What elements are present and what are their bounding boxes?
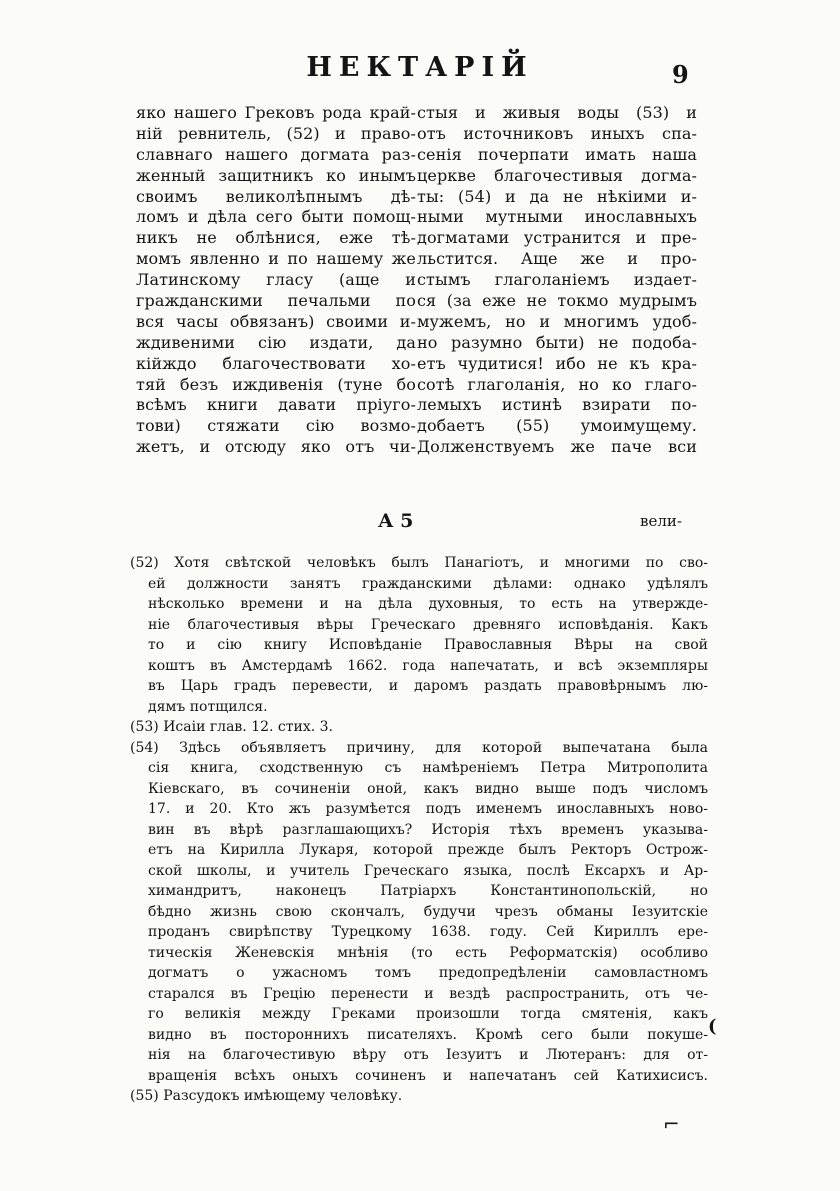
footnote-line-9: (53) Исаіи глав. 12. стих. 3. [130,719,333,735]
left-column-line-2: ній ревнитель, (52) и право- [136,123,416,143]
right-column-line-2: отъ источниковъ иныхъ спа- [417,123,697,143]
right-column-line-13: етъ чудитися! ибо не къ кра- [417,353,697,373]
left-column-line-4: женный защитникъ ко инымъ [136,165,416,185]
right-column-line-6: ными мутными инославныхъ [417,207,697,227]
left-column-line-10: гражданскими печальми по [136,291,416,311]
left-column-line-12: ждивеними сію издати, да [136,332,416,352]
main-text-left-column [136,103,416,523]
footnotes [130,553,708,1107]
footnote-line-18: бѣдно жизнь свою скончалъ, будучи чрезъ обманы Іезуитскіе [148,903,708,920]
footnote-line-20: тическія Женевскія мнѣнія (то есть Реформатскія) особливо [148,944,708,961]
left-column-line-8: момъ явленно и по нашему же [136,249,416,269]
footnote-line-15: етъ на Кирилла Лукаря, которой прежде былъ Ректоръ Острож- [148,842,708,858]
left-column-line-6: ломъ и дѣла сего быти помощ- [136,207,416,227]
right-column-line-1: стыя и живыя воды (53) и [417,103,697,122]
footnote-line-22: старался въ Грецію перенести и вездѣ распространить, отъ че- [148,985,708,1002]
right-column-line-11: мужемъ, но и многимъ удоб- [417,311,697,331]
left-column-line-11: вся часы обвязанъ) своими и- [136,311,416,331]
footnote-line-3: нѣсколько времени и на дѣла духовныя, то есть на утвержде- [148,596,708,612]
right-column-line-8: льстится. Аще же и про- [417,249,697,269]
footnote-line-5: то и сію книгу Исповѣданіе Православныя Вѣры на свой [148,637,708,653]
footnote-line-11: сія книга, сходственную съ намѣреніемъ Петра Митрополита [148,760,708,776]
running-title: НЕКТАРІЙ [306,52,534,83]
right-column-line-3: сенія почерпати имать наша [417,144,697,164]
left-column-line-16: тови) стяжати сію возмо- [136,416,416,436]
right-column-line-16: добаетъ (55) умоимущему. [417,416,697,436]
footnote-line-24: видно въ постороннихъ писателяхъ. Кромѣ сего были покуше- [148,1026,708,1043]
footnote-line-26: вращенія всѣхъ оныхъ сочиненъ и напечатанъ сей Катихисисъ. [148,1067,708,1084]
footnote-line-12: Кіевскаго, въ сочиненіи оной, какъ видно выше подъ числомъ [148,780,708,797]
footnote-line-10: (54) Здѣсь объявляетъ причину, для которой выпечатана была [130,739,708,756]
footnote-line-6: коштъ въ Амстердамѣ 1662. года напечатать, и всѣ экземпляры [148,657,708,674]
left-column-line-5: своимъ великолѣпнымъ дѣ- [136,186,416,206]
footnote-line-13: 17. и 20. Кто жъ разумѣется подъ именемъ инославныхъ ново- [148,801,708,817]
right-column-line-9: стымъ глаголаніемъ издает- [417,270,697,290]
page-number: 9 [672,60,689,89]
left-column-line-7: никъ не облѣнися, еже тѣ- [136,228,416,248]
footnote-line-7: въ Царь градъ перевести, и даромъ раздать правовѣрнымъ лю- [148,678,708,694]
footnote-line-25: нія на благочестивую вѣру отъ Іезуитъ и Лютеранъ: для от- [148,1047,708,1063]
footnote-line-2: ей должности занятъ гражданскими дѣлами: однако удѣлялъ [148,575,708,592]
main-text-right-column [417,103,697,523]
footnote-line-8: дямъ потщился. [148,698,268,715]
footnote-line-17: химандритъ, наконецъ Патріархъ Константинопольскій, но [148,883,708,899]
footnote-line-4: ніе благочестивыя вѣры Греческаго древняго исповѣданія. Какъ [148,616,708,633]
right-column-line-5: ты: (54) и да не нѣкіими и- [417,186,697,206]
left-column-line-13: кійждо благочествовати хо- [136,353,416,373]
right-column-line-7: догматами устранится и пре- [417,228,697,248]
footnote-line-14: вин въ вѣрѣ разглашающихъ? Исторія тѣхъ временъ указыва- [148,821,708,838]
footnote-line-21: догматъ о ужасномъ томъ предопредѣленіи самовластномъ [148,965,708,981]
left-column-line-14: тяй безъ иждивенія (туне бо [136,374,416,394]
footnote-line-1: (52) Хотя свѣтской человѣкъ былъ Панагіотъ, и многими по сво- [130,555,708,571]
footnote-line-27: (55) Разсудокъ имѣющему человѣку. [130,1088,403,1104]
right-column-line-15: лемыхъ истинѣ взирати по- [417,395,697,415]
footnote-line-19: проданъ свирѣпству Турецкому 1638. году. Сей Кириллъ ере- [148,924,708,940]
footnote-line-16: ской школы, и учитель Греческаго языка, послѣ Ексархъ и Ар- [148,862,708,879]
scan-artifact-mark: ⌐ [663,1112,680,1136]
signature-mark: А 5 [378,510,414,532]
footnote-line-23: го великія между Греками произошли тогда смятенія, какъ [148,1006,708,1022]
left-column-line-15: всѣмъ книги давати пріуго- [136,395,416,415]
left-column-line-17: жетъ, и отсюду яко отъ чи- [136,437,416,457]
left-column-line-3: славнаго нашего догмата раз- [136,144,416,164]
right-column-line-14: сотѣ глаголанія, но ко глаго- [417,374,697,394]
right-column-line-10: ся (за еже не токмо мудрымъ [417,291,697,311]
margin-bracket-mark: ( [708,1016,717,1037]
catchword: вели- [640,512,682,530]
left-column-line-1: яко нашего Грековъ рода край- [136,103,416,122]
right-column-line-12: но разумно быти) не подоба- [417,332,697,352]
right-column-line-4: церкве благочестивыя догма- [417,165,697,185]
right-column-line-17: Долженствуемъ же паче вси [417,437,697,457]
left-column-line-9: Латинскому гласу (аще и [136,270,416,290]
